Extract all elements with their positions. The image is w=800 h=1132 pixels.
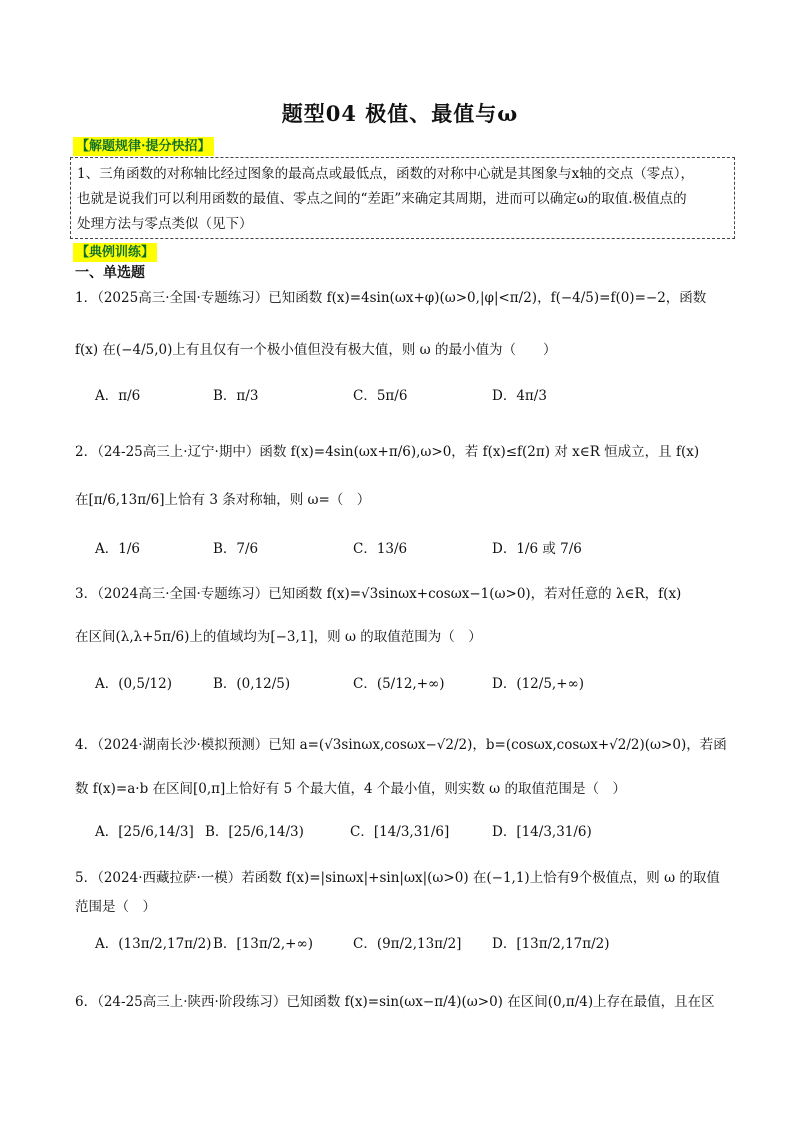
rules-line: 也就是说我们可以利用函数的最值、零点之间的“差距”来确定其周期，进而可以确定ω的取值.极值点的 bbox=[77, 191, 687, 207]
option-c: C．13/6 bbox=[353, 541, 408, 557]
option-c: C．(9π/2,13π/2] bbox=[353, 936, 462, 952]
rules-tag: 【解题规律·提分快招】 bbox=[73, 137, 214, 156]
option-b: B．[25/6,14/3) bbox=[205, 824, 304, 840]
question-4-line-2: 数 f(x)=a·b 在区间[0,π]上恰好有 5 个最大值，4 个最小值，则实数 ω 的取值范围是（ ） bbox=[75, 781, 626, 797]
question-5-line-2: 范围是（ ） bbox=[75, 899, 156, 915]
option-a: A．[25/6,14/3] bbox=[95, 824, 194, 840]
question-4-line-1: 4．（2024·湖南长沙·模拟预测）已知 a=(√3sinωx,cosωx−√2/2)，b=(cosωx,cosωx+√2/2)(ω>0)，若函 bbox=[75, 737, 727, 753]
option-a: A．1/6 bbox=[95, 541, 140, 557]
question-2-line-1: 2．（24-25高三上·辽宁·期中）函数 f(x)=4sin(ωx+π/6),ω>0，若 f(x)≤f(2π) 对 x∈R 恒成立，且 f(x) bbox=[75, 444, 700, 460]
question-3-line-2: 在区间(λ,λ+5π/6)上的值域均为[−3,1]，则 ω 的取值范围为（ ） bbox=[75, 629, 482, 645]
option-d: D．(12/5,+∞) bbox=[492, 676, 585, 692]
option-b: B．7/6 bbox=[213, 541, 259, 557]
examples-tag: 【典例训练】 bbox=[73, 243, 157, 262]
rules-line: 1、三角函数的对称轴比经过图象的最高点或最低点，函数的对称中心就是其图象与x轴的交点（零点）， bbox=[77, 166, 694, 182]
page-title: 题型04 极值、最值与ω bbox=[281, 101, 519, 126]
question-1-line-2: f(x) 在(−4/5,0)上有且仅有一个极小值但没有极大值，则 ω 的最小值为（ ） bbox=[75, 342, 557, 358]
option-c: C．[14/3,31/6] bbox=[350, 824, 450, 840]
section-heading: 一、单选题 bbox=[75, 265, 145, 281]
option-b: B．[13π/2,+∞) bbox=[213, 936, 313, 952]
question-5-line-1: 5．（2024·西藏拉萨·一模）若函数 f(x)=|sinωx|+sin|ωx|(ω>0) 在(−1,1)上恰有9个极值点，则 ω 的取值 bbox=[75, 870, 720, 886]
option-c: C．5π/6 bbox=[353, 388, 408, 404]
question-3-line-1: 3．（2024高三·全国·专题练习）已知函数 f(x)=√3sinωx+cosωx−1(ω>0)，若对任意的 λ∈R，f(x) bbox=[75, 586, 682, 602]
option-b: B．π/3 bbox=[213, 388, 259, 404]
option-a: A．(0,5/12) bbox=[95, 676, 172, 692]
option-d: D．1/6 或 7/6 bbox=[492, 541, 582, 557]
option-d: D．4π/3 bbox=[492, 388, 547, 404]
question-6-line-1: 6．（24-25高三上·陕西·阶段练习）已知函数 f(x)=sin(ωx−π/4)(ω>0) 在区间(0,π/4)上存在最值，且在区 bbox=[75, 994, 715, 1010]
rules-box bbox=[70, 157, 735, 239]
option-b: B．(0,12/5) bbox=[213, 676, 291, 692]
option-a: A．π/6 bbox=[95, 388, 141, 404]
rules-line: 处理方法与零点类似（见下） bbox=[77, 216, 253, 232]
option-c: C．(5/12,+∞) bbox=[353, 676, 445, 692]
option-a: A．(13π/2,17π/2) bbox=[95, 936, 212, 952]
question-1-line-1: 1．（2025高三·全国·专题练习）已知函数 f(x)=4sin(ωx+φ)(ω>0,|φ|<π/2)，f(−4/5)=f(0)=−2，函数 bbox=[75, 290, 707, 306]
option-d: D．[14/3,31/6) bbox=[492, 824, 592, 840]
question-2-line-2: 在[π/6,13π/6]上恰有 3 条对称轴，则 ω=（ ） bbox=[75, 492, 371, 508]
option-d: D．[13π/2,17π/2) bbox=[492, 936, 610, 952]
